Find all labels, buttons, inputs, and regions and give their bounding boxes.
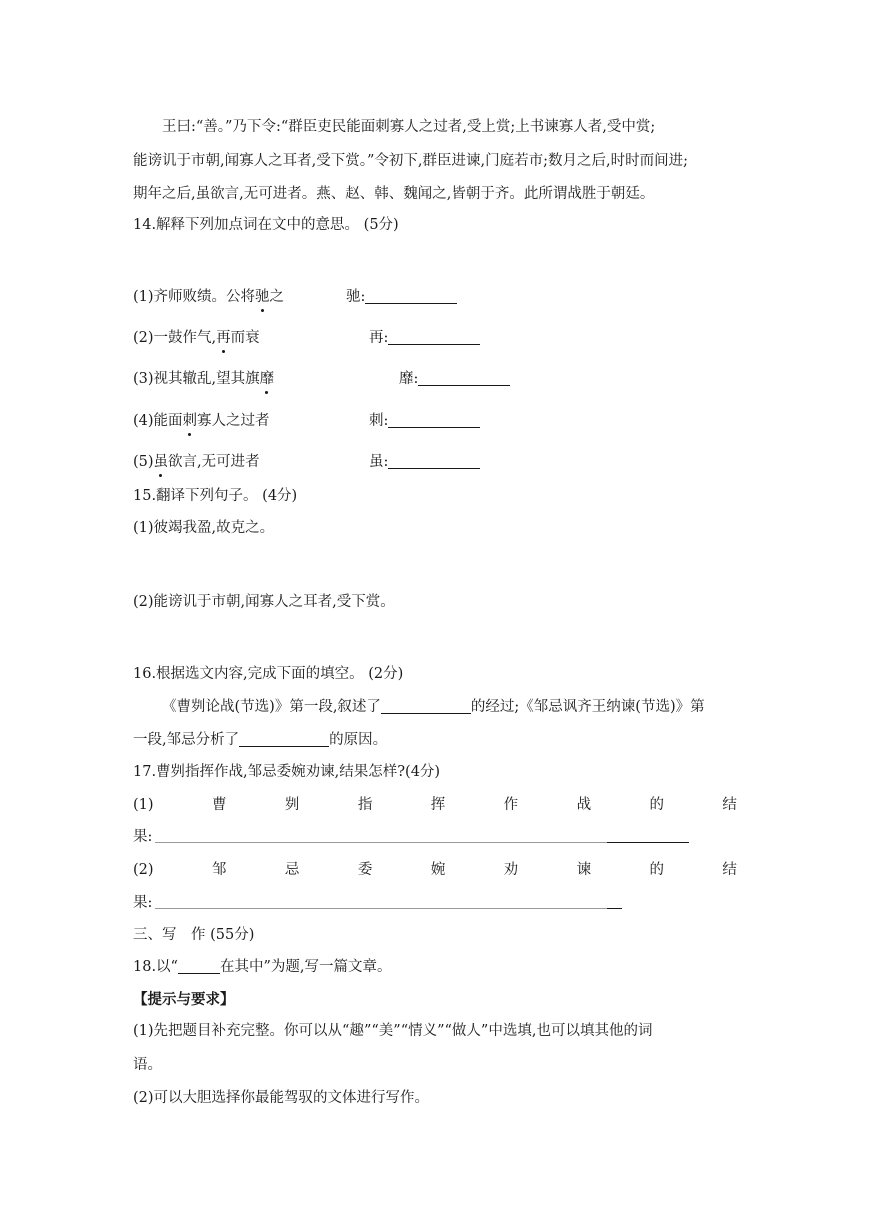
q17-answer-2-prefix: 果:	[133, 895, 153, 911]
question-16-title: 16.根据选文内容,完成下面的填空。 (2分)	[133, 666, 404, 682]
q14-item-4: (4)能面刺寡人之过者	[133, 413, 270, 429]
fill-blank[interactable]	[381, 697, 471, 714]
q14-answer-5: 虽:	[369, 452, 480, 472]
q14-answer-2: 再:	[369, 328, 480, 348]
tip-1-line-1: (1)先把题目补充完整。你可以从“趣”“美”“情义”“做人”中选填,也可以填其他的词	[133, 1023, 653, 1039]
question-17-title: 17.曹刿指挥作战,邹忌委婉劝谏,结果怎样?(4分)	[133, 764, 441, 780]
q14-item-5: (5)虽欲言,无可进者	[133, 454, 260, 470]
q14-item-1: (1)齐师败绩。公将驰之	[133, 289, 285, 305]
q15-sentence-1: (1)彼竭我盈,故克之。	[133, 520, 275, 536]
q14-item-2: (2)一鼓作气,再而衰	[133, 330, 260, 346]
q15-sentence-2: (2)能谤讥于市朝,闻寡人之耳者,受下赏。	[133, 594, 395, 610]
section-3-heading: 三、写 作 (55分)	[133, 927, 255, 943]
answer-blank[interactable]	[388, 411, 480, 428]
passage-line-3: 期年之后,虽欲言,无可进者。燕、赵、韩、魏闻之,皆朝于齐。此所谓战胜于朝廷。	[133, 186, 655, 202]
answer-blank[interactable]	[365, 287, 457, 304]
answer-line-end[interactable]	[607, 908, 622, 909]
question-18-title: 18.以“ 在其中”为题,写一篇文章。	[133, 959, 392, 975]
tips-heading: 【提示与要求】	[133, 991, 235, 1008]
q14-answer-4: 刺:	[369, 411, 480, 431]
q14-answer-1: 驰:	[346, 287, 457, 307]
answer-line[interactable]	[155, 908, 607, 909]
tip-1-line-2: 语。	[133, 1057, 162, 1073]
q17-answer-1-prefix: 果:	[133, 829, 153, 845]
q17-answer-2-label: (2) 邹 忌 委 婉 劝 谏 的 结	[133, 862, 737, 878]
answer-blank[interactable]	[418, 369, 510, 386]
answer-blank[interactable]	[388, 328, 480, 345]
passage-line-2: 能谤讥于市朝,闻寡人之耳者,受下赏。”令初下,群臣进谏,门庭若市;数月之后,时时而间进;	[133, 153, 688, 169]
q17-answer-1-label: (1) 曹 刿 指 挥 作 战 的 结	[133, 797, 737, 813]
answer-line-end[interactable]	[607, 842, 689, 843]
passage-line-1: 王曰:“善。”乃下令:“群臣吏民能面刺寡人之过者,受上赏;上书谏寡人者,受中赏;	[162, 119, 656, 135]
q16-line-1: 《曹刿论战(节选)》第一段,叙述了 的经过;《邹忌讽齐王纳谏(节选)》第	[162, 699, 705, 715]
answer-blank[interactable]	[388, 452, 480, 469]
q14-item-3: (3)视其辙乱,望其旗靡	[133, 371, 275, 387]
q16-line-2: 一段,邹忌分析了 的原因。	[133, 732, 388, 748]
question-14-title: 14.解释下列加点词在文中的意思。 (5分)	[133, 217, 399, 233]
tip-2: (2)可以大胆选择你最能驾驭的文体进行写作。	[133, 1090, 430, 1106]
fill-blank[interactable]	[239, 730, 329, 747]
question-15-title: 15.翻译下列句子。 (4分)	[133, 488, 298, 504]
q14-answer-3: 靡:	[399, 369, 510, 389]
title-blank[interactable]	[178, 957, 220, 974]
answer-line[interactable]	[155, 842, 607, 843]
